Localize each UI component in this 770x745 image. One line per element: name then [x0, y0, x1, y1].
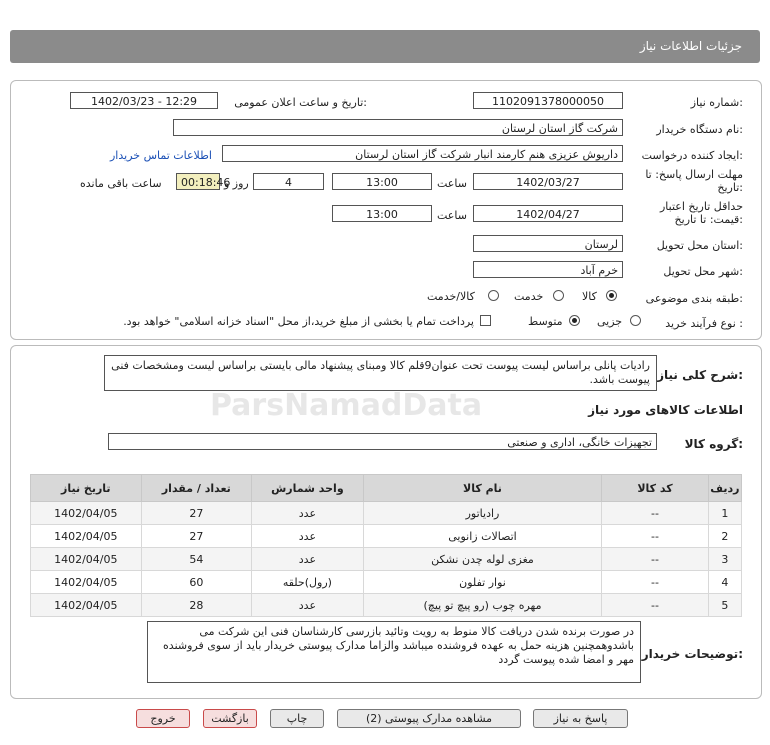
cell-code: --	[602, 594, 708, 617]
print-button[interactable]: چاپ	[270, 709, 324, 728]
need-number-field[interactable]: 1102091378000050	[473, 92, 623, 109]
back-button[interactable]: بازگشت	[203, 709, 257, 728]
province-label: استان محل تحویل:	[656, 239, 743, 252]
exit-button[interactable]: خروج	[136, 709, 190, 728]
cell-row: 2	[708, 525, 741, 548]
cell-row: 3	[708, 548, 741, 571]
cell-qty: 27	[141, 525, 252, 548]
buyer-org-label: نام دستگاه خریدار:	[656, 123, 743, 136]
cell-row: 4	[708, 571, 741, 594]
buyer-org-field[interactable]: شرکت گاز استان لرستان	[173, 119, 623, 136]
need-number-label: شماره نیاز:	[690, 96, 743, 109]
cell-unit: عدد	[252, 502, 364, 525]
cell-name: اتصالات زانویی	[363, 525, 602, 548]
announce-label: تاریخ و ساعت اعلان عمومی:	[234, 96, 367, 109]
category-option-goods: کالا	[582, 290, 597, 303]
watermark-text: ParsNamadData	[210, 388, 483, 423]
cell-date: 1402/04/05	[31, 548, 142, 571]
table-row[interactable]	[31, 548, 742, 571]
city-label: شهر محل تحویل:	[663, 265, 743, 278]
view-attachments-button[interactable]: مشاهده مدارک پیوستی (2)	[337, 709, 521, 728]
contact-info-link[interactable]: اطلاعات تماس خریدار	[110, 149, 212, 162]
treasury-payment-note: پرداخت تمام یا بخشی از مبلغ خرید،از محل "اسناد خزانه اسلامی" خواهد بود.	[123, 315, 474, 328]
buyer-notes-label: توضیحات خریدار:	[641, 647, 743, 661]
category-radio-both[interactable]	[488, 290, 499, 301]
announce-field[interactable]: 1402/03/23 - 12:29	[70, 92, 218, 109]
cell-date: 1402/04/05	[31, 502, 142, 525]
col-header-qty: تعداد / مقدار	[141, 475, 252, 502]
col-header-name: نام کالا	[363, 475, 602, 502]
cell-qty: 27	[141, 502, 252, 525]
goods-group-label: گروه کالا:	[684, 437, 743, 451]
cell-name: مغزی لوله چدن نشکن	[363, 548, 602, 571]
process-radio-minor[interactable]	[630, 315, 641, 326]
cell-code: --	[602, 525, 708, 548]
cell-date: 1402/04/05	[31, 525, 142, 548]
category-option-service: خدمت	[514, 290, 544, 303]
goods-group-field[interactable]: تجهیزات خانگی، اداری و صنعتی	[108, 433, 657, 450]
treasury-payment-checkbox[interactable]	[480, 315, 491, 326]
goods-section-title: اطلاعات کالاهای مورد نیاز	[588, 403, 743, 417]
col-header-row: ردیف	[708, 475, 741, 502]
page-header	[10, 30, 760, 63]
category-radio-goods[interactable]	[606, 290, 617, 301]
deadline-time-label: ساعت	[437, 177, 467, 190]
goods-table-header	[31, 475, 742, 502]
table-row[interactable]	[31, 525, 742, 548]
page-title: جزئیات اطلاعات نیاز	[639, 39, 742, 53]
city-field[interactable]: خرم آباد	[473, 261, 623, 278]
days-field[interactable]: 4	[253, 173, 324, 190]
table-row[interactable]	[31, 594, 742, 617]
cell-date: 1402/04/05	[31, 571, 142, 594]
deadline-label: مهلت ارسال پاسخ: تا تاریخ:	[645, 168, 743, 194]
requester-label: ایجاد کننده درخواست:	[641, 149, 743, 162]
category-option-both: کالا/خدمت	[427, 290, 475, 303]
cell-unit: (رول)حلقه	[252, 571, 364, 594]
col-header-date: تاریخ نیاز	[31, 475, 142, 502]
reply-button[interactable]: پاسخ به نیاز	[533, 709, 628, 728]
category-label: طبقه بندی موضوعی:	[645, 292, 743, 305]
table-row[interactable]	[31, 502, 742, 525]
process-option-medium: متوسط	[528, 315, 563, 328]
summary-textbox[interactable]: رادیات پانلی براساس لیست پیوست تحت عنوان9قلم کالا ومبنای پیشنهاد مالی بایستی براساس لیست ومشخصات فنی پیوست باشد.	[104, 355, 657, 391]
cell-unit: عدد	[252, 525, 364, 548]
process-radio-medium[interactable]	[569, 315, 580, 326]
requester-field[interactable]: داریوش عزیزی هنم کارمند انبار شرکت گاز استان لرستان	[222, 145, 623, 162]
cell-qty: 28	[141, 594, 252, 617]
remaining-time-field: 00:18:46	[176, 173, 220, 190]
cell-code: --	[602, 548, 708, 571]
category-radio-service[interactable]	[553, 290, 564, 301]
deadline-date-field[interactable]: 1402/03/27	[473, 173, 623, 190]
table-row[interactable]	[31, 571, 742, 594]
deadline-time-field[interactable]: 13:00	[332, 173, 432, 190]
buyer-notes-textbox[interactable]: در صورت برنده شدن دریافت کالا منوط به رویت وتائید بازرسی کارشناسان فنی این شرکت می باشدوهمچنین هزینه حمل به عهده فروشنده میباشد والزاما مدارک پیوستی خریدار باید از سوی فروشنده مهر و امضا شده پیوست گردد	[147, 621, 641, 683]
col-header-code: کد کالا	[602, 475, 708, 502]
cell-date: 1402/04/05	[31, 594, 142, 617]
cell-code: --	[602, 571, 708, 594]
validity-date-field[interactable]: 1402/04/27	[473, 205, 623, 222]
summary-label: شرح کلی نیاز:	[657, 368, 743, 382]
cell-name: مهره چوب (رو پیچ تو پیچ)	[363, 594, 602, 617]
days-label: روز و	[224, 177, 249, 190]
validity-time-label: ساعت	[437, 209, 467, 222]
goods-table	[30, 474, 742, 617]
process-label: نوع فرآیند خرید :	[665, 317, 743, 330]
cell-name: رادیاتور	[363, 502, 602, 525]
remaining-label: ساعت باقی مانده	[80, 177, 162, 190]
validity-time-field[interactable]: 13:00	[332, 205, 432, 222]
validity-label: حداقل تاریخ اعتبار قیمت: تا تاریخ:	[659, 200, 743, 226]
col-header-unit: واحد شمارش	[252, 475, 364, 502]
cell-name: نوار تفلون	[363, 571, 602, 594]
cell-qty: 54	[141, 548, 252, 571]
province-field[interactable]: لرستان	[473, 235, 623, 252]
cell-code: --	[602, 502, 708, 525]
cell-row: 1	[708, 502, 741, 525]
process-option-minor: جزیی	[597, 315, 623, 328]
cell-unit: عدد	[252, 594, 364, 617]
cell-unit: عدد	[252, 548, 364, 571]
cell-qty: 60	[141, 571, 252, 594]
cell-row: 5	[708, 594, 741, 617]
